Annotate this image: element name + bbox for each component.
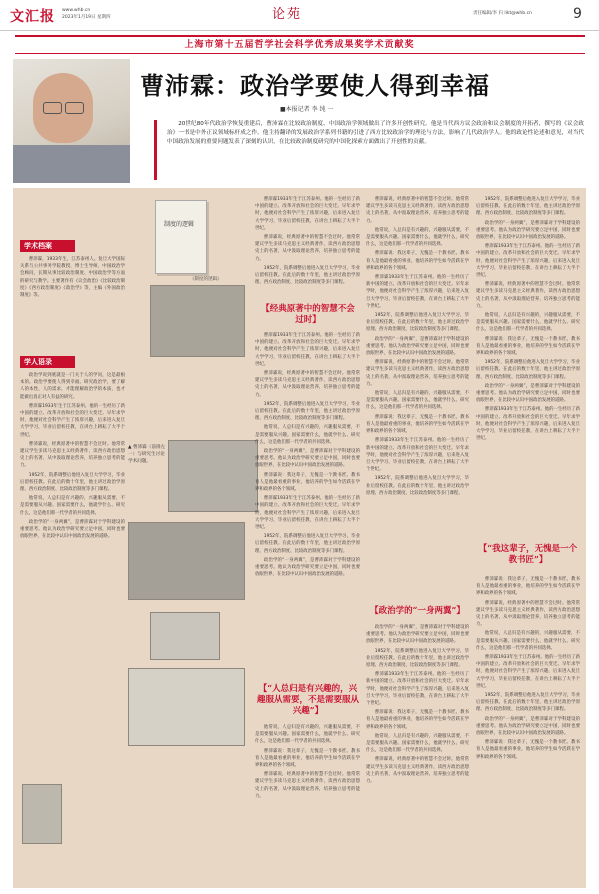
archive-photo-3 [128, 522, 245, 600]
glasses-icon [43, 102, 62, 114]
quote-text: 政治学说到底就是一门关于人的学问，这是最根本的。政治学要使人得到幸福。研究政治学，要了解人的本性、人的需求，才能理解政治学的本质，也才能做出真正对人有益的研究。 曹沛霖1933年生于江苏泰州。他的一生经历了新中国的建立、改革开放和社会的巨大变迁。早年求学时，他便对社会科学产生了浓厚兴趣，后来进入复旦大学学习，毕业后留校任教，在讲台上耕耘了大半个世纪。 曹沛霖说，经典原著中的智慧不会过时。他常常建议学生多读马克思主义经典著作，读西方政治思想史上的名著，从中汲取理论营养，培养独立思考的能力。 1952年，院系调整后他进入复旦大学学习，毕业后留校任教。在此后的数十年里，他主讲过政治学原理、西方政治制度、比较政治制度等多门课程。 他常说，人总归是有兴趣的，兴趣服从需要，不是需要服从兴趣。国家需要什么，他就学什么、研究什么，这是他们那一代学者的共同选择。 政治学的“一身两翼”，是曹沛霖对于学科建设的重要思考。他认为政治学研究要立足中国，同时也要放眼世界，在比较中认识中国政治发展的道路。 [20, 373, 125, 540]
glasses-icon [65, 102, 84, 114]
column-2-top: 曹沛霖1933年生于江苏泰州。他的一生经历了新中国的建立、改革开放和社会的巨大变迁。早年求学时，他便对社会科学产生了浓厚兴趣，后来进入复旦大学学习，毕业后留校任教，在讲台上耕耘了大半个世纪。 曹沛霖说，经典原著中的智慧不会过时。他常常建议学生多读马克思主义经典著作，读西方政治思想史上的名著，从中汲取理论营养，培养独立思考的能力。 1952年，院系调整后他进入复旦大学学习，毕业后留校任教。在此后的数十年里，他主讲过政治学原理、西方政治制度、比较政治制度等多门课程。 [255, 197, 360, 286]
section-head-3: 【政治学的“一身两翼”】 [370, 606, 465, 616]
quote-heading: 学人语录 [20, 356, 75, 368]
book-cover [155, 200, 207, 274]
portrait-shirt [13, 145, 130, 183]
teacup-photo [150, 612, 220, 660]
column-3-top: 曹沛霖说，经典原著中的智慧不会过时。他常常建议学生多读马克思主义经典著作，读西方政治思想史上的名著，从中汲取理论营养，培养独立思考的能力。 他常说，人总归是有兴趣的，兴趣服从需要，不是需要服从兴趣。国家需要什么，他就学什么、研究什么，这是他们那一代学者的共同选择。 曹沛霖说：我这辈子，无愧是一个教书匠。教书育人是他最看重的事业，他培养的学生如今活跃在学界和政界的各个领域。 曹沛霖1933年生于江苏泰州。他的一生经历了新中国的建立、改革开放和社会的巨大变迁。早年求学时，他便对社会科学产生了浓厚兴趣，后来进入复旦大学学习，毕业后留校任教，在讲台上耕耘了大半个世纪。 1952年，院系调整后他进入复旦大学学习，毕业后留校任教。在此后的数十年里，他主讲过政治学原理、西方政治制度、比较政治制度等多门课程。 政治学的“一身两翼”，是曹沛霖对于学科建设的重要思考。他认为政治学研究要立足中国，同时也要放眼世界，在比较中认识中国政治发展的道路。 曹沛霖说，经典原著中的智慧不会过时。他常常建议学生多读马克思主义经典著作，读西方政治思想史上的名著，从中汲取理论营养，培养独立思考的能力。 他常说，人总归是有兴趣的，兴趣服从需要，不是需要服从兴趣。国家需要什么，他就学什么、研究什么，这是他们那一代学者的共同选择。 曹沛霖说：我这辈子，无愧是一个教书匠。教书育人是他最看重的事业，他培养的学生如今活跃在学界和政界的各个领域。 曹沛霖1933年生于江苏泰州。他的一生经历了新中国的建立、改革开放和社会的巨大变迁。早年求学时，他便对社会科学产生了浓厚兴趣，后来进入复旦大学学习，毕业后留校任教，在讲台上耕耘了大半个世纪。 1952年，院系调整后他进入复旦大学学习，毕业后留校任教。在此后的数十年里，他主讲过政治学原理、西方政治制度、比较政治制度等多门课程。 [366, 197, 469, 496]
portrait-head [33, 73, 93, 143]
section-title: 论苑 [272, 7, 303, 22]
intro-text: 20世纪80年代政治学恢复重建后，曹沛霖在比较政治制度、中国政治学领域做出了许多开创性研究。他是当代西方议会政治和议会制度的开拓者，撰写的《议会政治》一书是中外正议领域标杆成之作。他主持翻译的发展政治学系列书籍的引进了西方比较政治学的理论与方法，影响了几代政治学人。他的政论性论述和意见，对当代中国政治发展的重要问题发表了深刻的认识，在比较政治制度研究的中国化探索方面做出了开创性的贡献。 [167, 121, 584, 145]
bust-photo [22, 784, 62, 844]
article-headline: 曹沛霖：政治学要使人得到幸福 [140, 71, 490, 100]
intro-box [154, 120, 584, 180]
column-4-top: 1952年，院系调整后他进入复旦大学学习，毕业后留校任教。在此后的数十年里，他主讲过政治学原理、西方政治制度、比较政治制度等多门课程。 政治学的“一身两翼”，是曹沛霖对于学科建设的重要思考。他认为政治学研究要立足中国，同时也要放眼世界，在比较中认识中国政治发展的道路。 曹沛霖1933年生于江苏泰州。他的一生经历了新中国的建立、改革开放和社会的巨大变迁。早年求学时，他便对社会科学产生了浓厚兴趣，后来进入复旦大学学习，毕业后留校任教，在讲台上耕耘了大半个世纪。 曹沛霖说，经典原著中的智慧不会过时。他常常建议学生多读马克思主义经典著作，读西方政治思想史上的名著，从中汲取理论营养，培养独立思考的能力。 他常说，人总归是有兴趣的，兴趣服从需要，不是需要服从兴趣。国家需要什么，他就学什么、研究什么，这是他们那一代学者的共同选择。 曹沛霖说：我这辈子，无愧是一个教书匠。教书育人是他最看重的事业，他培养的学生如今活跃在学界和政界的各个领域。 1952年，院系调整后他进入复旦大学学习，毕业后留校任教。在此后的数十年里，他主讲过政治学原理、西方政治制度、比较政治制度等多门课程。 政治学的“一身两翼”，是曹沛霖对于学科建设的重要思考。他认为政治学研究要立足中国，同时也要放眼世界，在比较中认识中国政治发展的道路。 曹沛霖1933年生于江苏泰州。他的一生经历了新中国的建立、改革开放和社会的巨大变迁。早年求学时，他便对社会科学产生了浓厚兴趣，后来进入复旦大学学习，毕业后留校任教，在讲台上耕耘了大半个世纪。 [476, 197, 580, 442]
column-2-body: 曹沛霖1933年生于江苏泰州。他的一生经历了新中国的建立、改革开放和社会的巨大变迁。早年求学时，他便对社会科学产生了浓厚兴趣，后来进入复旦大学学习，毕业后留校任教，在讲台上耕耘了大半个世纪。 曹沛霖说，经典原著中的智慧不会过时。他常常建议学生多读马克思主义经典著作，读西方政治思想史上的名著，从中汲取理论营养，培养独立思考的能力。 1952年，院系调整后他进入复旦大学学习，毕业后留校任教。在此后的数十年里，他主讲过政治学原理、西方政治制度、比较政治制度等多门课程。 他常说，人总归是有兴趣的，兴趣服从需要，不是需要服从兴趣。国家需要什么，他就学什么、研究什么，这是他们那一代学者的共同选择。 政治学的“一身两翼”，是曹沛霖对于学科建设的重要思考。他认为政治学研究要立足中国，同时也要放眼世界，在比较中认识中国政治发展的道路。 曹沛霖说：我这辈子，无愧是一个教书匠。教书育人是他最看重的事业，他培养的学生如今活跃在学界和政界的各个领域。 曹沛霖1933年生于江苏泰州。他的一生经历了新中国的建立、改革开放和社会的巨大变迁。早年求学时，他便对社会科学产生了浓厚兴趣，后来进入复旦大学学习，毕业后留校任教，在讲台上耕耘了大半个世纪。 1952年，院系调整后他进入复旦大学学习，毕业后留校任教。在此后的数十年里，他主讲过政治学原理、西方政治制度、比较政治制度等多门课程。 政治学的“一身两翼”，是曹沛霖对于学科建设的重要思考。他认为政治学研究要立足中国，同时也要放眼世界，在比较中认识中国政治发展的道路。 [255, 333, 360, 578]
archive-photo-1 [150, 285, 245, 357]
section-head-1: 【经典原著中的智慧不会过时】 [261, 304, 355, 325]
issue-date: 2023年1月19日 星期四 [62, 15, 111, 20]
section-head-4: 【“我这辈子，无愧是一个教书匠”】 [478, 544, 578, 565]
newspaper-logo: 文汇报 [10, 9, 55, 25]
photo-caption-1: ▲ 曹沛霖（前排左一）与研究生讨论学术问题。 [128, 445, 166, 464]
column-4-bottom: 曹沛霖说：我这辈子，无愧是一个教书匠。教书育人是他最看重的事业，他培养的学生如今活跃在学界和政界的各个领域。 曹沛霖说，经典原著中的智慧不会过时。他常常建议学生多读马克思主义经典著作，读西方政治思想史上的名著，从中汲取理论营养，培养独立思考的能力。 他常说，人总归是有兴趣的，兴趣服从需要，不是需要服从兴趣。国家需要什么，他就学什么、研究什么，这是他们那一代学者的共同选择。 曹沛霖1933年生于江苏泰州。他的一生经历了新中国的建立、改革开放和社会的巨大变迁。早年求学时，他便对社会科学产生了浓厚兴趣，后来进入复旦大学学习，毕业后留校任教，在讲台上耕耘了大半个世纪。 1952年，院系调整后他进入复旦大学学习，毕业后留校任教。在此后的数十年里，他主讲过政治学原理、西方政治制度、比较政治制度等多门课程。 政治学的“一身两翼”，是曹沛霖对于学科建设的重要思考。他认为政治学研究要立足中国，同时也要放眼世界，在比较中认识中国政治发展的道路。 曹沛霖说：我这辈子，无愧是一个教书匠。教书育人是他最看重的事业，他培养的学生如今活跃在学界和政界的各个领域。 [476, 577, 580, 760]
archive-photo-2 [168, 440, 258, 512]
column-3-bottom: 政治学的“一身两翼”，是曹沛霖对于学科建设的重要思考。他认为政治学研究要立足中国，同时也要放眼世界，在比较中认识中国政治发展的道路。 1952年，院系调整后他进入复旦大学学习，毕业后留校任教。在此后的数十年里，他主讲过政治学原理、西方政治制度、比较政治制度等多门课程。 曹沛霖1933年生于江苏泰州。他的一生经历了新中国的建立、改革开放和社会的巨大变迁。早年求学时，他便对社会科学产生了浓厚兴趣，后来进入复旦大学学习，毕业后留校任教，在讲台上耕耘了大半个世纪。 曹沛霖说：我这辈子，无愧是一个教书匠。教书育人是他最看重的事业，他培养的学生如今活跃在学界和政界的各个领域。 他常说，人总归是有兴趣的，兴趣服从需要，不是需要服从兴趣。国家需要什么，他就学什么、研究什么，这是他们那一代学者的共同选择。 曹沛霖说，经典原著中的智慧不会过时。他常常建议学生多读马克思主义经典著作，读西方政治思想史上的名著，从中汲取理论营养，培养独立思考的能力。 [366, 625, 469, 785]
site-url[interactable]: www.whb.cn [62, 8, 91, 13]
page-number: 9 [573, 6, 582, 22]
book-title: 制度的逻辑 [164, 221, 195, 228]
masthead [0, 0, 599, 31]
column-2-bottom: 他常说，人总归是有兴趣的，兴趣服从需要，不是需要服从兴趣。国家需要什么，他就学什么、研究什么，这是他们那一代学者的共同选择。 曹沛霖说：我这辈子，无愧是一个教书匠。教书育人是他最看重的事业，他培养的学生如今活跃在学界和政界的各个领域。 曹沛霖说，经典原著中的智慧不会过时。他常常建议学生多读马克思主义经典著作，读西方政治思想史上的名著，从中汲取理论营养，培养独立思考的能力。 [255, 725, 360, 799]
byline: ■本报记者 李 纯 一 [280, 106, 334, 113]
portrait-photo [13, 59, 130, 183]
section-head-2: 【“人总归是有兴趣的，兴趣服从需要，不是需要服从兴趣”】 [256, 684, 359, 716]
archive-heading: 学术档案 [20, 240, 75, 252]
manuscript-photo [128, 668, 245, 746]
book-caption: 《制度的逻辑》 [190, 277, 222, 282]
archive-text: 曹沛霖，1933年生，江苏泰州人。复旦大学国际关系与公共事务学院教授，博士生导师，中国政治学会顾问，长期从事比较政治制度、中国政治学等方面的研究与教学。主要著作有《议会政治》《比较政治制度》《西方政治制度》《政治学》等，主编《外国政治制度》等。 [20, 257, 125, 299]
editor-contact: 责任编辑/李 归 likt@whb.cn [473, 11, 532, 16]
banner-title: 上海市第十五届哲学社会科学优秀成果奖学术贡献奖 [184, 40, 415, 50]
